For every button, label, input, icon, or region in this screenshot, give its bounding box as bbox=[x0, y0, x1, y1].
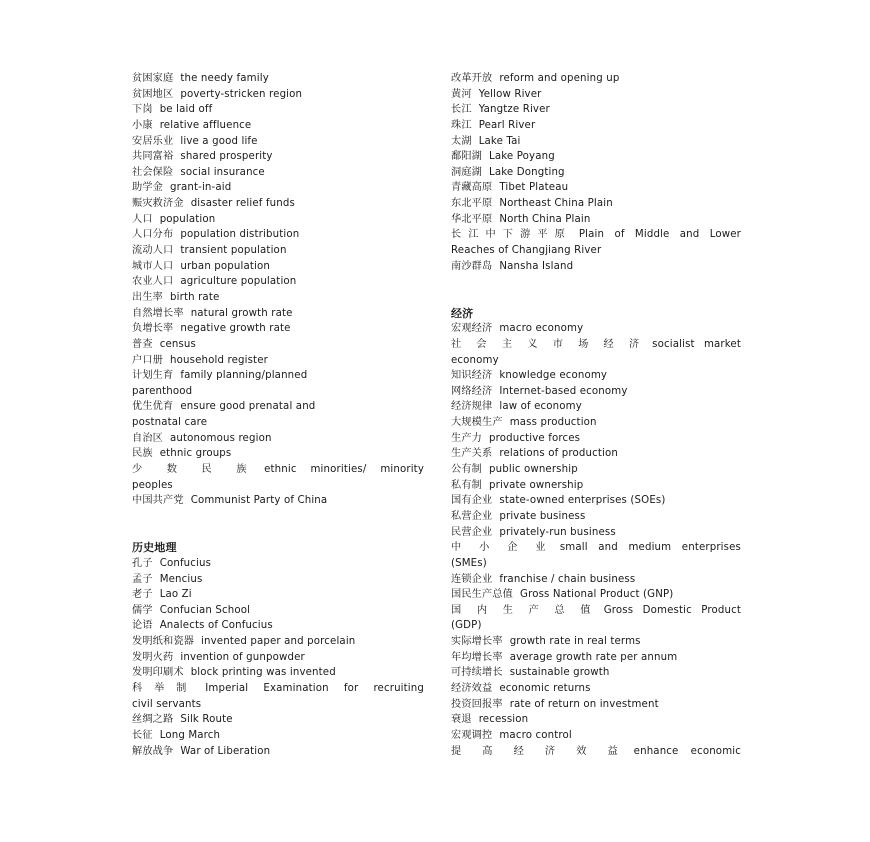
english-term: knowledge economy bbox=[499, 370, 608, 382]
english-term: live a good life bbox=[180, 135, 258, 147]
glossary-entry bbox=[132, 697, 424, 713]
english-term: the needy family bbox=[180, 73, 269, 84]
english-term: reform and opening up bbox=[499, 73, 620, 84]
chinese-term: 下岗 bbox=[132, 104, 153, 116]
glossary-entry bbox=[132, 368, 424, 384]
english-term: private ownership bbox=[489, 479, 584, 491]
glossary-entry bbox=[451, 415, 741, 431]
chinese-term: 普查 bbox=[132, 338, 153, 350]
english-term: state-owned enterprises (SOEs) bbox=[499, 495, 666, 507]
english-term: invented paper and porcelain bbox=[201, 636, 356, 648]
glossary-entry bbox=[132, 556, 424, 572]
chinese-term: 发明纸和瓷器 bbox=[132, 636, 195, 648]
chinese-term: 华北平原 bbox=[451, 213, 493, 225]
english-term: postnatal care bbox=[132, 417, 208, 429]
glossary-entry bbox=[451, 399, 741, 415]
english-term: North China Plain bbox=[499, 213, 591, 225]
blank-line bbox=[451, 290, 741, 306]
english-term: Gross National Product (GNP) bbox=[520, 589, 674, 601]
glossary-entry bbox=[451, 525, 741, 541]
english-term: disaster relief funds bbox=[190, 198, 295, 210]
chinese-term: 共同富裕 bbox=[132, 151, 174, 163]
english-term: negative growth rate bbox=[180, 323, 291, 335]
english-term: economy bbox=[451, 354, 499, 366]
chinese-term: 经济效益 bbox=[451, 682, 493, 694]
chinese-term: 公有制 bbox=[451, 464, 483, 476]
chinese-term: 论语 bbox=[132, 620, 153, 632]
english-term: population distribution bbox=[180, 229, 300, 241]
english-term: census bbox=[159, 338, 196, 350]
english-term: civil servants bbox=[132, 698, 202, 710]
english-term: macro economy bbox=[499, 323, 584, 335]
chinese-term: 计划生育 bbox=[132, 370, 174, 382]
glossary-entry bbox=[132, 712, 424, 728]
glossary-entry bbox=[451, 353, 741, 369]
chinese-term: 丝绸之路 bbox=[132, 714, 174, 726]
chinese-term: 民族 bbox=[132, 448, 153, 460]
glossary-entry bbox=[132, 572, 424, 588]
glossary-entry bbox=[132, 634, 424, 650]
english-term: macro control bbox=[499, 729, 572, 741]
english-term: Confucian School bbox=[159, 604, 251, 616]
english-term: growth rate in real terms bbox=[509, 636, 641, 648]
english-term: economic returns bbox=[499, 682, 591, 694]
chinese-term: 人口分布 bbox=[132, 229, 174, 241]
chinese-term: 提 高 经 济 效 益 bbox=[451, 745, 627, 757]
glossary-entry bbox=[132, 744, 424, 760]
chinese-term: 改革开放 bbox=[451, 73, 493, 84]
english-term: enhance economic bbox=[633, 745, 741, 757]
english-term: Northeast China Plain bbox=[499, 198, 613, 210]
english-term: War of Liberation bbox=[180, 745, 271, 757]
english-term: Plain of Middle and Lower bbox=[578, 229, 741, 241]
chinese-term: 社会保险 bbox=[132, 166, 174, 178]
english-term: Analects of Confucius bbox=[159, 620, 273, 632]
glossary-entry bbox=[132, 493, 424, 509]
glossary-entry bbox=[132, 149, 424, 165]
english-term: household register bbox=[170, 354, 268, 366]
chinese-term: 黄河 bbox=[451, 88, 472, 100]
chinese-term: 少 数 民 族 bbox=[132, 464, 258, 476]
glossary-entry bbox=[451, 212, 741, 228]
english-term: private business bbox=[499, 510, 586, 522]
chinese-term: 年均增长率 bbox=[451, 651, 503, 663]
english-term: productive forces bbox=[489, 432, 581, 444]
chinese-term: 南沙群岛 bbox=[451, 260, 493, 272]
english-term: agriculture population bbox=[180, 276, 297, 288]
english-term: ensure good prenatal and bbox=[180, 401, 316, 413]
glossary-entry bbox=[451, 71, 741, 87]
chinese-term: 贫困家庭 bbox=[132, 73, 174, 84]
chinese-term: 中 小 企 业 bbox=[451, 542, 553, 554]
chinese-term: 人口 bbox=[132, 213, 153, 225]
glossary-entry bbox=[451, 650, 741, 666]
right-column bbox=[451, 71, 741, 759]
english-term: Tibet Plateau bbox=[499, 182, 569, 194]
chinese-term: 私有制 bbox=[451, 479, 483, 491]
glossary-entry bbox=[451, 478, 741, 494]
english-term: Yellow River bbox=[478, 88, 542, 100]
chinese-term: 科举制 bbox=[132, 682, 199, 694]
glossary-entry bbox=[132, 71, 424, 87]
english-term: ethnic minorities/ minority bbox=[264, 464, 425, 476]
glossary-entry bbox=[451, 618, 741, 634]
glossary-entry bbox=[451, 728, 741, 744]
english-term: block printing was invented bbox=[190, 667, 336, 679]
english-term: Internet-based economy bbox=[499, 385, 628, 397]
glossary-entry bbox=[451, 149, 741, 165]
chinese-term: 实际增长率 bbox=[451, 636, 503, 648]
chinese-term: 安居乐业 bbox=[132, 135, 174, 147]
glossary-entry bbox=[132, 446, 424, 462]
chinese-term: 长江中下游平原 bbox=[451, 229, 572, 241]
glossary-entry bbox=[132, 321, 424, 337]
glossary-entry bbox=[451, 665, 741, 681]
glossary-entry bbox=[132, 399, 424, 415]
glossary-entry bbox=[451, 556, 741, 572]
glossary-entry bbox=[132, 102, 424, 118]
section-heading: 历史地理 bbox=[132, 541, 177, 555]
chinese-term: 中国共产党 bbox=[132, 495, 184, 507]
chinese-term: 经济规律 bbox=[451, 401, 493, 413]
glossary-entry bbox=[451, 102, 741, 118]
chinese-term: 国有企业 bbox=[451, 495, 493, 507]
glossary-entry bbox=[132, 87, 424, 103]
glossary-entry bbox=[451, 337, 741, 353]
english-term: average growth rate per annum bbox=[509, 651, 678, 663]
english-term: population bbox=[159, 213, 216, 225]
glossary-entry bbox=[451, 446, 741, 462]
blank-line bbox=[132, 509, 424, 525]
glossary-entry bbox=[132, 587, 424, 603]
english-term: poverty-stricken region bbox=[180, 88, 303, 100]
english-term: public ownership bbox=[489, 464, 578, 476]
glossary-entry bbox=[451, 227, 741, 243]
english-term: Lake Poyang bbox=[489, 151, 555, 163]
english-term: Confucius bbox=[159, 557, 212, 569]
chinese-term: 孔子 bbox=[132, 557, 153, 569]
chinese-term: 太湖 bbox=[451, 135, 472, 147]
glossary-entry bbox=[451, 587, 741, 603]
chinese-term: 流动人口 bbox=[132, 245, 174, 257]
glossary-entry bbox=[451, 509, 741, 525]
glossary-entry bbox=[451, 259, 741, 275]
glossary-entry bbox=[451, 431, 741, 447]
chinese-term: 珠江 bbox=[451, 119, 472, 131]
glossary-entry bbox=[132, 478, 424, 494]
english-term: recession bbox=[478, 714, 529, 726]
english-term: relative affluence bbox=[159, 119, 252, 131]
glossary-entry bbox=[132, 180, 424, 196]
chinese-term: 网络经济 bbox=[451, 385, 493, 397]
english-term: autonomous region bbox=[170, 432, 272, 444]
english-term: socialist market bbox=[652, 338, 741, 350]
chinese-term: 自然增长率 bbox=[132, 307, 184, 319]
english-term: Long March bbox=[159, 729, 221, 741]
english-term: urban population bbox=[180, 260, 271, 272]
glossary-entry bbox=[451, 603, 741, 619]
glossary-entry bbox=[451, 493, 741, 509]
chinese-term: 国 内 生 产 总 值 bbox=[451, 604, 597, 616]
glossary-entry bbox=[451, 572, 741, 588]
chinese-term: 优生优育 bbox=[132, 401, 174, 413]
glossary-entry bbox=[132, 618, 424, 634]
chinese-term: 自治区 bbox=[132, 432, 164, 444]
english-term: Silk Route bbox=[180, 714, 233, 726]
english-term: relations of production bbox=[499, 448, 618, 460]
glossary-entry bbox=[132, 134, 424, 150]
glossary-entry bbox=[132, 196, 424, 212]
english-term: Lao Zi bbox=[159, 589, 192, 601]
chinese-term: 青藏高原 bbox=[451, 182, 493, 194]
english-term: Reaches of Changjiang River bbox=[451, 245, 602, 257]
chinese-term: 知识经济 bbox=[451, 370, 493, 382]
glossary-entry bbox=[451, 368, 741, 384]
glossary-entry bbox=[451, 165, 741, 181]
glossary-entry bbox=[451, 321, 741, 337]
english-term: (SMEs) bbox=[451, 557, 487, 569]
chinese-term: 户口册 bbox=[132, 354, 164, 366]
glossary-entry bbox=[132, 728, 424, 744]
english-term: peoples bbox=[132, 479, 173, 491]
chinese-term: 鄱阳湖 bbox=[451, 151, 483, 163]
glossary-entry bbox=[451, 712, 741, 728]
chinese-term: 出生率 bbox=[132, 291, 164, 303]
glossary-entry bbox=[132, 212, 424, 228]
english-term: family planning/planned bbox=[180, 370, 308, 382]
english-term: birth rate bbox=[170, 291, 220, 303]
chinese-term: 发明火药 bbox=[132, 651, 174, 663]
chinese-term: 衰退 bbox=[451, 714, 472, 726]
chinese-term: 儒学 bbox=[132, 604, 153, 616]
chinese-term: 东北平原 bbox=[451, 198, 493, 210]
english-term: ethnic groups bbox=[159, 448, 232, 460]
english-term: Gross Domestic Product bbox=[603, 604, 742, 616]
glossary-entry bbox=[132, 462, 424, 478]
glossary-entry bbox=[132, 337, 424, 353]
english-term: grant-in-aid bbox=[170, 182, 232, 194]
chinese-term: 解放战争 bbox=[132, 745, 174, 757]
english-term: Imperial Examination for recruiting bbox=[205, 682, 425, 694]
chinese-term: 助学金 bbox=[132, 182, 164, 194]
english-term: rate of return on investment bbox=[509, 698, 659, 710]
chinese-term: 农业人口 bbox=[132, 276, 174, 288]
left-column bbox=[132, 71, 424, 759]
english-term: small and medium enterprises bbox=[559, 542, 741, 554]
glossary-entry bbox=[132, 384, 424, 400]
english-term: Nansha Island bbox=[499, 260, 574, 272]
glossary-entry bbox=[451, 697, 741, 713]
chinese-term: 连锁企业 bbox=[451, 573, 493, 585]
glossary-entry bbox=[132, 306, 424, 322]
english-term: be laid off bbox=[159, 104, 213, 116]
blank-line bbox=[451, 274, 741, 290]
glossary-entry bbox=[451, 196, 741, 212]
glossary-entry bbox=[451, 540, 741, 556]
chinese-term: 发明印刷术 bbox=[132, 667, 184, 679]
blank-line bbox=[132, 525, 424, 541]
glossary-entry bbox=[132, 243, 424, 259]
glossary-entry bbox=[132, 259, 424, 275]
chinese-term: 私营企业 bbox=[451, 510, 493, 522]
chinese-term: 负增长率 bbox=[132, 323, 174, 335]
english-term: privately-run business bbox=[499, 526, 616, 538]
english-term: (GDP) bbox=[451, 620, 482, 632]
glossary-entry bbox=[451, 462, 741, 478]
chinese-term: 民营企业 bbox=[451, 526, 493, 538]
english-term: natural growth rate bbox=[190, 307, 293, 319]
english-term: Yangtze River bbox=[478, 104, 550, 116]
glossary-entry bbox=[451, 118, 741, 134]
english-term: franchise / chain business bbox=[499, 573, 636, 585]
chinese-term: 城市人口 bbox=[132, 260, 174, 272]
chinese-term: 国民生产总值 bbox=[451, 589, 514, 601]
glossary-entry bbox=[451, 744, 741, 760]
english-term: Pearl River bbox=[478, 119, 536, 131]
chinese-term: 宏观经济 bbox=[451, 323, 493, 335]
chinese-term: 小康 bbox=[132, 119, 153, 131]
glossary-entry bbox=[132, 431, 424, 447]
english-term: invention of gunpowder bbox=[180, 651, 305, 663]
english-term: Communist Party of China bbox=[190, 495, 328, 507]
glossary-entry bbox=[451, 134, 741, 150]
glossary-entry bbox=[132, 227, 424, 243]
english-term: sustainable growth bbox=[509, 667, 610, 679]
section-heading: 经济 bbox=[451, 306, 474, 320]
english-term: Mencius bbox=[159, 573, 203, 585]
glossary-entry bbox=[132, 118, 424, 134]
chinese-term: 宏观调控 bbox=[451, 729, 493, 741]
chinese-term: 老子 bbox=[132, 589, 153, 601]
chinese-term: 赈灾救济金 bbox=[132, 198, 184, 210]
chinese-term: 可持续增长 bbox=[451, 667, 503, 679]
glossary-entry bbox=[451, 180, 741, 196]
english-term: social insurance bbox=[180, 166, 265, 178]
chinese-term: 生产力 bbox=[451, 432, 483, 444]
chinese-term: 社 会 主 义 市 场 经 济 bbox=[451, 338, 646, 350]
glossary-entry bbox=[132, 165, 424, 181]
glossary-entry bbox=[451, 243, 741, 259]
glossary-entry bbox=[451, 87, 741, 103]
english-term: parenthood bbox=[132, 385, 193, 397]
english-term: shared prosperity bbox=[180, 151, 273, 163]
english-term: Lake Dongting bbox=[489, 166, 565, 178]
chinese-term: 孟子 bbox=[132, 573, 153, 585]
chinese-term: 长征 bbox=[132, 729, 153, 741]
chinese-term: 大规模生产 bbox=[451, 417, 503, 429]
english-term: Lake Tai bbox=[478, 135, 521, 147]
chinese-term: 洞庭湖 bbox=[451, 166, 483, 178]
glossary-entry bbox=[132, 415, 424, 431]
glossary-entry bbox=[132, 290, 424, 306]
english-term: mass production bbox=[509, 417, 597, 429]
glossary-entry bbox=[132, 681, 424, 697]
glossary-entry bbox=[132, 665, 424, 681]
english-term: transient population bbox=[180, 245, 287, 257]
chinese-term: 贫困地区 bbox=[132, 88, 174, 100]
glossary-entry bbox=[451, 681, 741, 697]
chinese-term: 生产关系 bbox=[451, 448, 493, 460]
glossary-entry bbox=[451, 384, 741, 400]
english-term: law of economy bbox=[499, 401, 582, 413]
chinese-term: 长江 bbox=[451, 104, 472, 116]
glossary-entry bbox=[451, 634, 741, 650]
glossary-entry bbox=[132, 353, 424, 369]
glossary-entry bbox=[132, 650, 424, 666]
chinese-term: 投资回报率 bbox=[451, 698, 503, 710]
glossary-entry bbox=[132, 274, 424, 290]
glossary-entry bbox=[132, 603, 424, 619]
